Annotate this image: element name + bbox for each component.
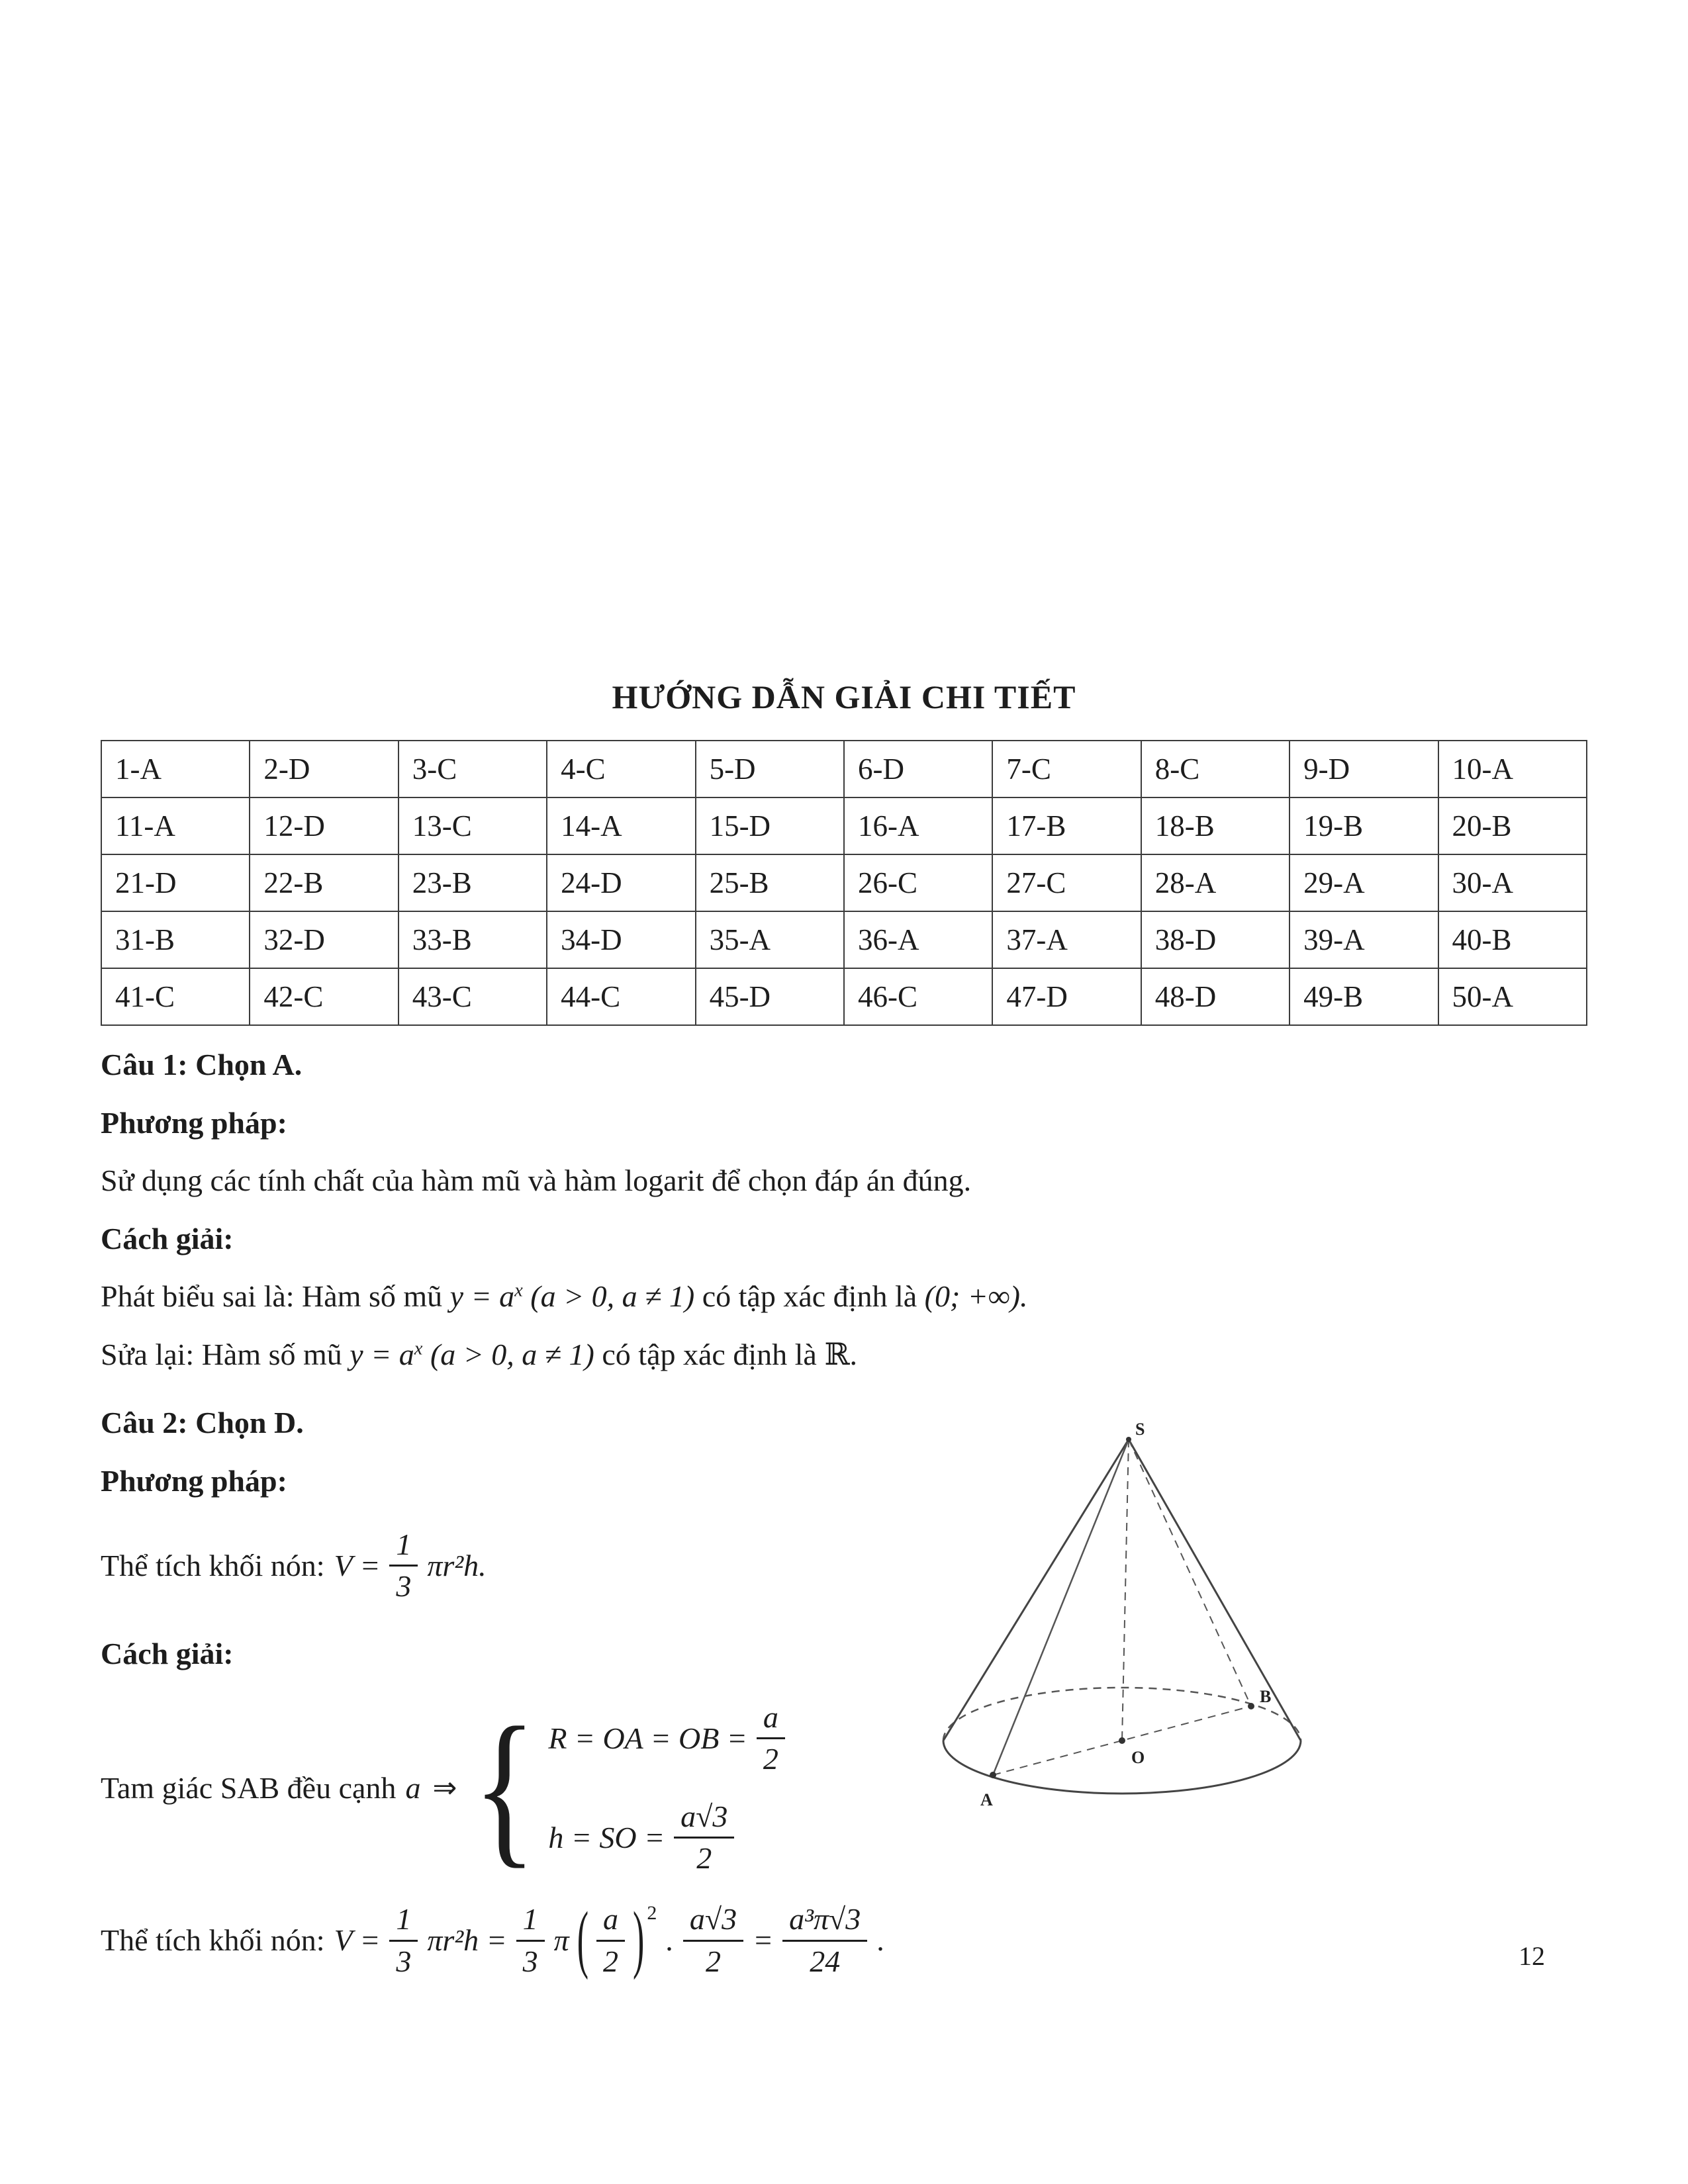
answer-cell: 41-C — [101, 968, 250, 1025]
answer-cell: 9-D — [1289, 741, 1438, 797]
answer-cell: 10-A — [1438, 741, 1587, 797]
answer-cell: 14-A — [547, 797, 695, 854]
cone-left-edge — [943, 1439, 1129, 1741]
answer-row — [101, 911, 1587, 968]
fraction-one-third: $\frac{1}{3}$ — [389, 1529, 418, 1603]
formula-exponential-base: y = a — [350, 1337, 414, 1371]
cone-generator-SB — [1129, 1439, 1251, 1706]
answer-cell: 16-A — [844, 797, 992, 854]
fix-statement-prefix: Sửa lại: Hàm số mũ — [101, 1337, 342, 1371]
answer-cell: 33-B — [399, 911, 547, 968]
answer-key-table-body — [101, 741, 1587, 1025]
answer-cell: 1-A — [101, 741, 250, 797]
answer-cell: 34-D — [547, 911, 695, 968]
point-B — [1248, 1703, 1254, 1709]
page-content — [101, 678, 1587, 1981]
answer-cell: 17-B — [992, 797, 1141, 854]
final-v-equals: V = — [334, 1923, 381, 1958]
page-title: HƯỚNG DẪN GIẢI CHI TIẾT — [612, 678, 1076, 715]
answer-cell: 46-C — [844, 968, 992, 1025]
cau1-fix-statement — [101, 1336, 1587, 1374]
answer-cell: 35-A — [696, 911, 844, 968]
answer-cell: 2-D — [250, 741, 398, 797]
answer-cell: 42-C — [250, 968, 398, 1025]
answer-cell: 22-B — [250, 854, 398, 911]
cone-diagram — [923, 1416, 1327, 1840]
system-row-height: h = SO = $\frac{a√3}{2}$ — [548, 1801, 785, 1875]
cone-axis-SO — [1122, 1439, 1129, 1741]
squared-exponent: 2 — [647, 1902, 657, 1925]
cau1-method-text: Sử dụng các tính chất của hàm mũ và hàm logarit để chọn đáp án đúng. — [101, 1163, 972, 1197]
answer-cell: 19-B — [1289, 797, 1438, 854]
cau2-method-label: Phương pháp: — [101, 1463, 287, 1498]
answer-cell: 7-C — [992, 741, 1141, 797]
formula-condition: (a > 0, a ≠ 1) — [530, 1279, 695, 1313]
cone-generator-SA — [993, 1439, 1129, 1775]
cau2-heading: Câu 2: Chọn D. — [101, 1406, 304, 1439]
wrong-statement-prefix: Phát biểu sai là: Hàm số mũ — [101, 1279, 443, 1313]
label-point-A: A — [980, 1790, 993, 1809]
answer-cell: 36-A — [844, 911, 992, 968]
fraction-a-sqrt3-over-2: $\frac{a√3}{2}$ — [674, 1801, 734, 1875]
fraction-result: $\frac{\text{a³π√3}}{24}$ — [782, 1903, 867, 1978]
volume-label: Thể tích khối nón: — [101, 1549, 325, 1583]
formula-exponent: x — [414, 1338, 423, 1359]
answer-cell: 45-D — [696, 968, 844, 1025]
cau2-solve-label: Cách giải: — [101, 1636, 234, 1670]
equation-system — [548, 1702, 785, 1874]
answer-cell: 44-C — [547, 968, 695, 1025]
answer-cell: 18-B — [1141, 797, 1289, 854]
fraction-one-third: $\frac{1}{3}$ — [389, 1903, 418, 1978]
point-A — [990, 1772, 996, 1778]
fix-domain: ℝ. — [824, 1337, 858, 1371]
answer-cell: 32-D — [250, 911, 398, 968]
answer-cell: 25-B — [696, 854, 844, 911]
answer-row — [101, 854, 1587, 911]
label-apex-S: S — [1135, 1420, 1145, 1439]
multiplication-dot: . — [666, 1923, 674, 1958]
answer-row — [101, 741, 1587, 797]
fraction-a-sqrt3-over-2: $\frac{a√3}{2}$ — [683, 1903, 743, 1978]
cone-right-edge — [1129, 1439, 1301, 1741]
answer-cell: 11-A — [101, 797, 250, 854]
answer-cell: 5-D — [696, 741, 844, 797]
close-paren: ) — [633, 1898, 645, 1981]
answer-cell: 26-C — [844, 854, 992, 911]
cau1-wrong-statement — [101, 1277, 1587, 1316]
answer-cell: 20-B — [1438, 797, 1587, 854]
fraction-one-third: $\frac{1}{3}$ — [516, 1903, 545, 1978]
answer-cell: 39-A — [1289, 911, 1438, 968]
fraction-a-over-2: $\frac{a}{2}$ — [596, 1903, 625, 1978]
answer-cell: 37-A — [992, 911, 1141, 968]
answer-cell: 8-C — [1141, 741, 1289, 797]
answer-cell: 24-D — [547, 854, 695, 911]
label-center-O: O — [1131, 1748, 1145, 1767]
volume-v-equals: V = — [334, 1549, 381, 1583]
implies-arrow-icon: ⇒ — [432, 1771, 457, 1805]
answer-cell: 23-B — [399, 854, 547, 911]
wrong-domain: (0; +∞). — [924, 1279, 1028, 1313]
formula-condition: (a > 0, a ≠ 1) — [430, 1337, 594, 1371]
formula-exponent: x — [514, 1280, 523, 1301]
answer-cell: 49-B — [1289, 968, 1438, 1025]
cau2-final-formula — [101, 1898, 1587, 1981]
system-brace: { — [473, 1692, 537, 1883]
point-S — [1126, 1437, 1131, 1442]
volume-tail: πr²h. — [427, 1549, 487, 1583]
answer-cell: 13-C — [399, 797, 547, 854]
pi-symbol: π — [553, 1923, 569, 1958]
page-number: 12 — [1519, 1941, 1545, 1971]
answer-row — [101, 797, 1587, 854]
cau2-system-line — [101, 1692, 1587, 1883]
answer-cell: 48-D — [1141, 968, 1289, 1025]
answer-cell: 12-D — [250, 797, 398, 854]
cau2-volume-formula — [101, 1529, 1587, 1603]
answer-cell: 27-C — [992, 854, 1141, 911]
system-row-radius: R = OA = OB = $\frac{a}{2}$ — [548, 1702, 785, 1776]
answer-cell: 50-A — [1438, 968, 1587, 1025]
final-label: Thể tích khối nón: — [101, 1923, 325, 1958]
period: . — [876, 1923, 884, 1958]
open-paren: ( — [577, 1898, 589, 1981]
answer-cell: 3-C — [399, 741, 547, 797]
point-O — [1119, 1737, 1125, 1744]
cau1-heading: Câu 1: Chọn A. — [101, 1048, 303, 1081]
answer-row — [101, 968, 1587, 1025]
answer-cell: 28-A — [1141, 854, 1289, 911]
answer-key-table — [101, 740, 1587, 1026]
system-variable: a — [405, 1770, 421, 1805]
fraction-a-over-2: $\frac{a}{2}$ — [757, 1702, 785, 1776]
cau1-method-label: Phương pháp: — [101, 1105, 287, 1140]
answer-cell: 15-D — [696, 797, 844, 854]
answer-cell: 6-D — [844, 741, 992, 797]
answer-cell: 38-D — [1141, 911, 1289, 968]
final-mid: πr²h = — [427, 1923, 507, 1958]
answer-cell: 43-C — [399, 968, 547, 1025]
cone-figure — [923, 1416, 1327, 1840]
answer-cell: 21-D — [101, 854, 250, 911]
answer-cell: 29-A — [1289, 854, 1438, 911]
fix-statement-suffix: có tập xác định là — [602, 1337, 817, 1371]
system-intro: Tam giác SAB đều cạnh — [101, 1770, 397, 1805]
formula-exponential-base: y = a — [449, 1279, 515, 1313]
answer-cell: 31-B — [101, 911, 250, 968]
answer-cell: 4-C — [547, 741, 695, 797]
answer-cell: 40-B — [1438, 911, 1587, 968]
equals-sign: = — [753, 1923, 774, 1958]
cau1-solve-label: Cách giải: — [101, 1221, 234, 1255]
answer-cell: 30-A — [1438, 854, 1587, 911]
wrong-statement-suffix: có tập xác định là — [702, 1279, 917, 1313]
answer-cell: 47-D — [992, 968, 1141, 1025]
label-point-B: B — [1260, 1687, 1272, 1706]
